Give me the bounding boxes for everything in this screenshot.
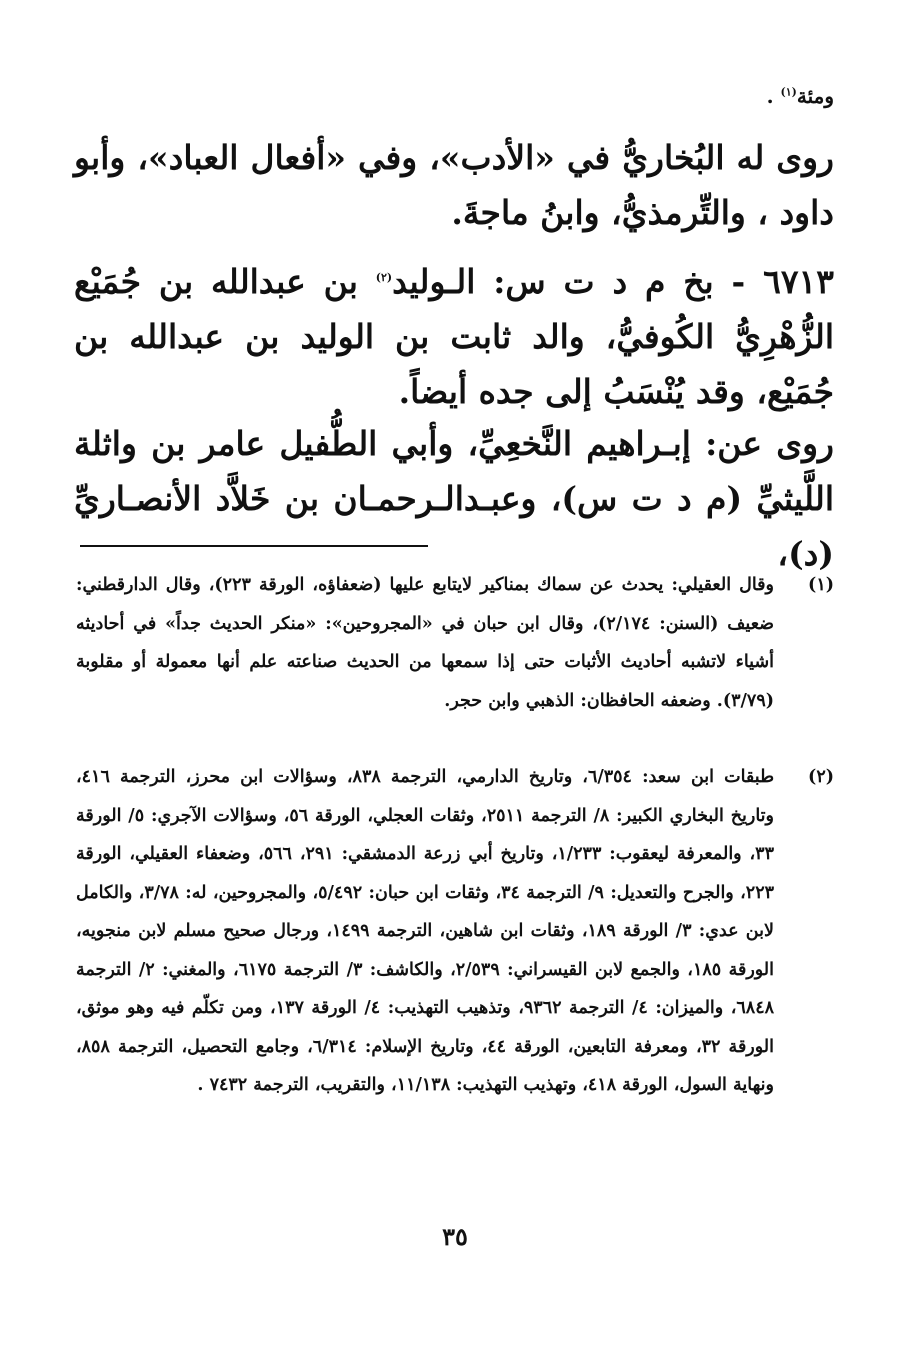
entry-number-codes: ٦٧١٣ - بخ م د ت س: <box>493 262 834 301</box>
narrated-from-paragraph: روى عن: إبـراهيم النَّخعِيِّ، وأبي الطُّفيل عامر بن واثلة اللَّيثيِّ (م د ت س)، وعبـدالـرحمـان بن خَلاَّد الأنصـاريِّ (د)، <box>74 424 834 573</box>
continued-word: ومئة <box>796 84 834 108</box>
continued-line <box>767 84 834 108</box>
footnote <box>76 758 834 1105</box>
footnote-text: وقال العقيلي: يحدث عن سماك بمناكير لايتابع عليها (ضعفاؤه، الورقة ٢٢٣)، وقال الدارقطني: ضعيف (السنن: ٢/١٧٤)، وقال ابن حبان في «المجروحين»: «منكر الحديث جداً» في أحاديثه أشياء لاتشبه أحاديث الأثبات حتى إذا سمعها من الحديث صناعته علم أنها معمولة أو مقلوبة (٣/٧٩). وضعفه الحافظان: الذهبي وابن حجر. <box>76 575 774 711</box>
footnote-ref-2: (٢) <box>375 271 393 284</box>
footnote-text: طبقات ابن سعد: ٦/٣٥٤، وتاريخ الدارمي، الترجمة ٨٣٨، وسؤالات ابن محرز، الترجمة ٤١٦، وتاريخ البخاري الكبير: ٨/ الترجمة ٢٥١١، وثقات العجلي، الورقة ٥٦، وسؤالات الآجري: ٥/ الورقة ٣٣، والمعرفة ليعقوب: ١/٢٣٣، وتاريخ أبي زرعة الدمشقي: ٢٩١، ٥٦٦، وضعفاء العقيلي، الورقة ٢٢٣، والجرح والتعديل: ٩/ الترجمة ٣٤، وثقات ابن حبان: ٥/٤٩٢، والمجروحين، له: ٣/٧٨، والكامل لابن عدي: ٣/ الورقة ١٨٩، وثقات ابن شاهين، الترجمة ١٤٩٩، ورجال صحيح مسلم لابن منجويه، الورقة ١٨٥، والجمع لابن القيسراني: ٢/٥٣٩، والكاشف: ٣/ الترجمة ٦١٧٥، والمغني: ٢/ الترجمة ٦٨٤٨، والميزان: ٤/ الترجمة ٩٣٦٢، وتذهيب التهذيب: ٤/ الورقة ١٣٧، ومن تكلّم فيه وهو موثق، الورقة ٣٢، ومعرفة التابعين، الورقة ٤٤، وتاريخ الإسلام: ٦/٣١٤، وجامع التحصيل، الترجمة ٨٥٨، ونهاية السول، الورقة ٤١٨، وتهذيب التهذيب: ١١/١٣٨، والتقريب، الترجمة ٧٤٣٢ . <box>76 767 775 1095</box>
entry-name: الـوليد <box>392 262 476 301</box>
footnote-ref-1: (١) <box>780 85 797 99</box>
biography-entry <box>74 250 834 419</box>
page-number: ٣٥ <box>442 1222 468 1251</box>
footnote-number: (٢) <box>808 767 834 787</box>
continued-period: . <box>766 84 774 108</box>
entry-text: بن عبدالله بن جُمَيْع الزُّهْرِيُّ الكُوفيُّ، والد ثابت بن الوليد بن عبدالله بن جُمَيْع، وقد يُنْسَبُ إلى جده أيضاً. <box>74 262 834 411</box>
footnote <box>76 566 834 720</box>
footnote-separator <box>80 545 428 547</box>
narrators-paragraph: روى له البُخاريُّ في «الأدب»، وفي «أفعال العباد»، وأبو داود ، والتِّرمذيُّ، وابنُ ماجةَ. <box>74 138 834 232</box>
footnote-number: (١) <box>808 575 834 595</box>
